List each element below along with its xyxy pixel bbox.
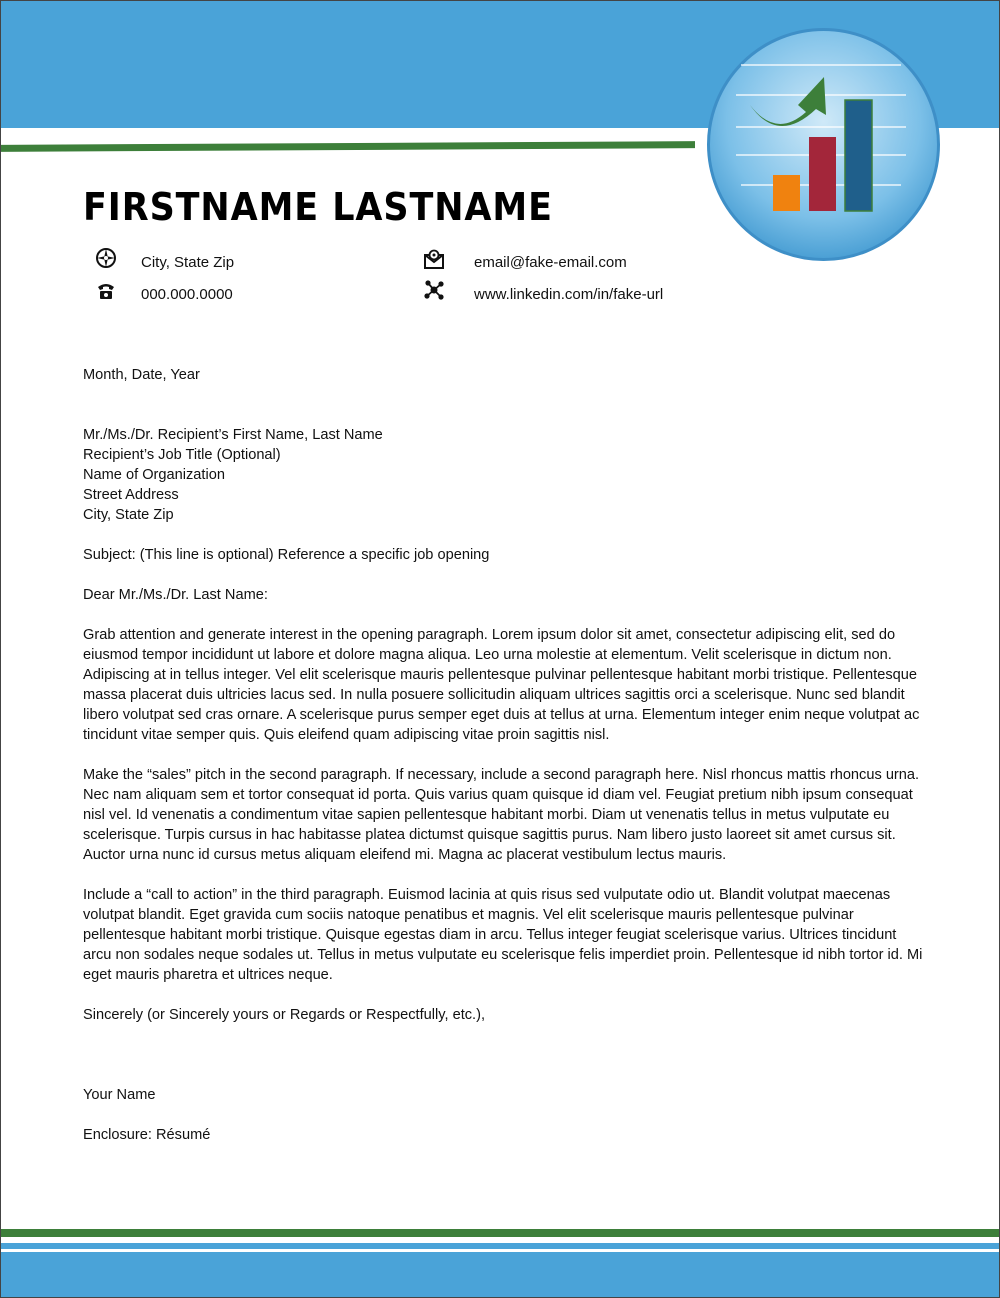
phone-text: 000.000.0000 xyxy=(141,286,233,303)
recipient-line: Street Address xyxy=(83,487,179,503)
applicant-name: FIRSTNAME LASTNAME xyxy=(83,185,553,229)
enclosure: Enclosure: Résumé xyxy=(83,1127,211,1143)
linkedin-link[interactable]: www.linkedin.com/in/fake-url xyxy=(474,286,664,303)
email-link[interactable]: email@fake-email.com xyxy=(474,254,627,271)
body-paragraph: Include a “call to action” in the third paragraph. Euismod lacinia at quis risus sed vulputate odio ut. Blandit volutpat maecenas volutpat blandit. Eget gravida cum sociis natoque penatibus et magnis. Vel elit scelerisque mauris pellentesque pulvinar pellentesque habitant morbi tristique. Quisque egestas diam in arcu. Tellus integer feugiat scelerisque varius. Ultrices tincidunt arcu non sodales neque sodales ut. Tellus in metus vulputate eu scelerisque felis imperdiet proin. Pellentesque id nibh tortor id. Mi eget mauris pharetra et ultrices neque. xyxy=(83,887,923,983)
letter-body xyxy=(83,365,923,1145)
phone-icon xyxy=(95,280,117,302)
subject-line: Subject: (This line is optional) Reference a specific job opening xyxy=(83,547,490,563)
footer-band xyxy=(0,1252,1000,1298)
recipient-line: Mr./Ms./Dr. Recipient’s First Name, Last Name xyxy=(83,427,383,443)
signature-name: Your Name xyxy=(83,1087,156,1103)
compass-icon xyxy=(95,247,117,269)
envelope-icon xyxy=(423,248,445,270)
body-paragraph: Make the “sales” pitch in the second paragraph. If necessary, include a second paragraph here. Nisl rhoncus mattis rhoncus urna. Nec nam aliquam sem et tortor consequat id porta. Quis varius quam quisque id diam vel. Feugiat pretium nibh ipsum consequat nisl vel. Id venenatis a condimentum vitae sapien pellentesque habitant morbi. Diam ut venenatis tellus in metus vulputate eu scelerisque. Turpis cursus in hac habitasse platea dictumst quisque sagittis purus. Nam libero justo laoreet sit amet cursus sit. Auctor urna nunc id cursus metus aliquam eleifend mi. Magna ac placerat vestibulum lectus mauris. xyxy=(83,767,920,863)
recipient-line: City, State Zip xyxy=(83,507,174,523)
location-text: City, State Zip xyxy=(141,254,235,271)
body-paragraph: Grab attention and generate interest in the opening paragraph. Lorem ipsum dolor sit amet, consectetur adipiscing elit, sed do eiusmod tempor incididunt ut labore et dolore magna aliqua. Leo urna molestie at elementum. Velit scelerisque in dictum non. Adipiscing at in tellus integer. Vel elit scelerisque mauris pellentesque pulvinar pellentesque habitant morbi tristique. Pellentesque massa placerat duis ultricies lacus sed. In nulla posuere sollicitudin aliquam ultrices sagittis orci a scelerisque. Nunc sed blandit libero volutpat sed cras ornare. A scelerisque purus semper eget duis at tellus at urna. Elementum integer enim neque volutpat ac tincidunt vitae semper quis. Quis eleifend quam adipiscing vitae proin sagittis nisl. xyxy=(83,627,920,743)
closing: Sincerely (or Sincerely yours or Regards or Respectfully, etc.), xyxy=(83,1007,486,1023)
network-icon xyxy=(423,279,445,301)
recipient-line: Name of Organization xyxy=(83,467,225,483)
salutation: Dear Mr./Ms./Dr. Last Name: xyxy=(83,587,268,603)
growth-chart-icon xyxy=(706,27,941,262)
header-accent-line xyxy=(0,141,695,152)
recipient-line: Recipient’s Job Title (Optional) xyxy=(83,447,281,463)
letter-date: Month, Date, Year xyxy=(83,367,200,383)
footer-accent-line xyxy=(0,1229,1000,1237)
